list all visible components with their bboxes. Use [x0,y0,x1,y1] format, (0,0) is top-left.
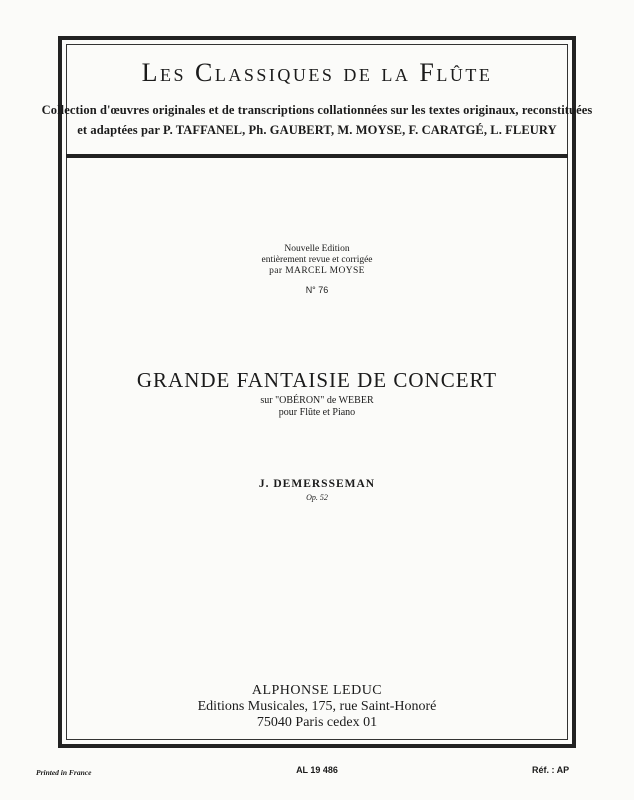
reference-code: Réf. : AP [532,765,570,775]
series-number: N° 76 [305,285,329,295]
printed-in-note: Printed in France [36,768,92,777]
publisher-name: ALPHONSE LEDUC [251,683,383,698]
header-divider [66,154,568,158]
edition-editor: par MARCEL MOYSE [269,266,365,276]
work-title: GRANDE FANTAISIE DE CONCERT [136,368,498,392]
publisher-address-line-1: Editions Musicales, 175, rue Saint-Honoré [197,699,437,714]
publisher-address-line-2: 75040 Paris cedex 01 [256,715,378,730]
instrumentation: pour Flûte et Piano [278,407,356,418]
catalog-number: AL 19 486 [296,765,338,775]
collection-editors-line: et adaptées par P. TAFFANEL, Ph. GAUBERT, M. MOYSE, F. CARATGÉ, L. FLEURY [77,123,557,137]
series-title: Les Classiques de la Flûte [141,58,493,87]
composer-name: J. DEMERSSEMAN [258,478,376,490]
edition-note-line-2: entièrement revue et corrigée [261,255,373,265]
work-subtitle: sur "OBÉRON" de WEBER [260,395,374,406]
edition-note-line-1: Nouvelle Edition [284,244,350,254]
collection-description-line-1: Collection d'œuvres originales et de transcriptions collationnées sur les textes originaux, reconstituées [41,103,593,117]
opus-number: Op. 52 [306,493,328,502]
